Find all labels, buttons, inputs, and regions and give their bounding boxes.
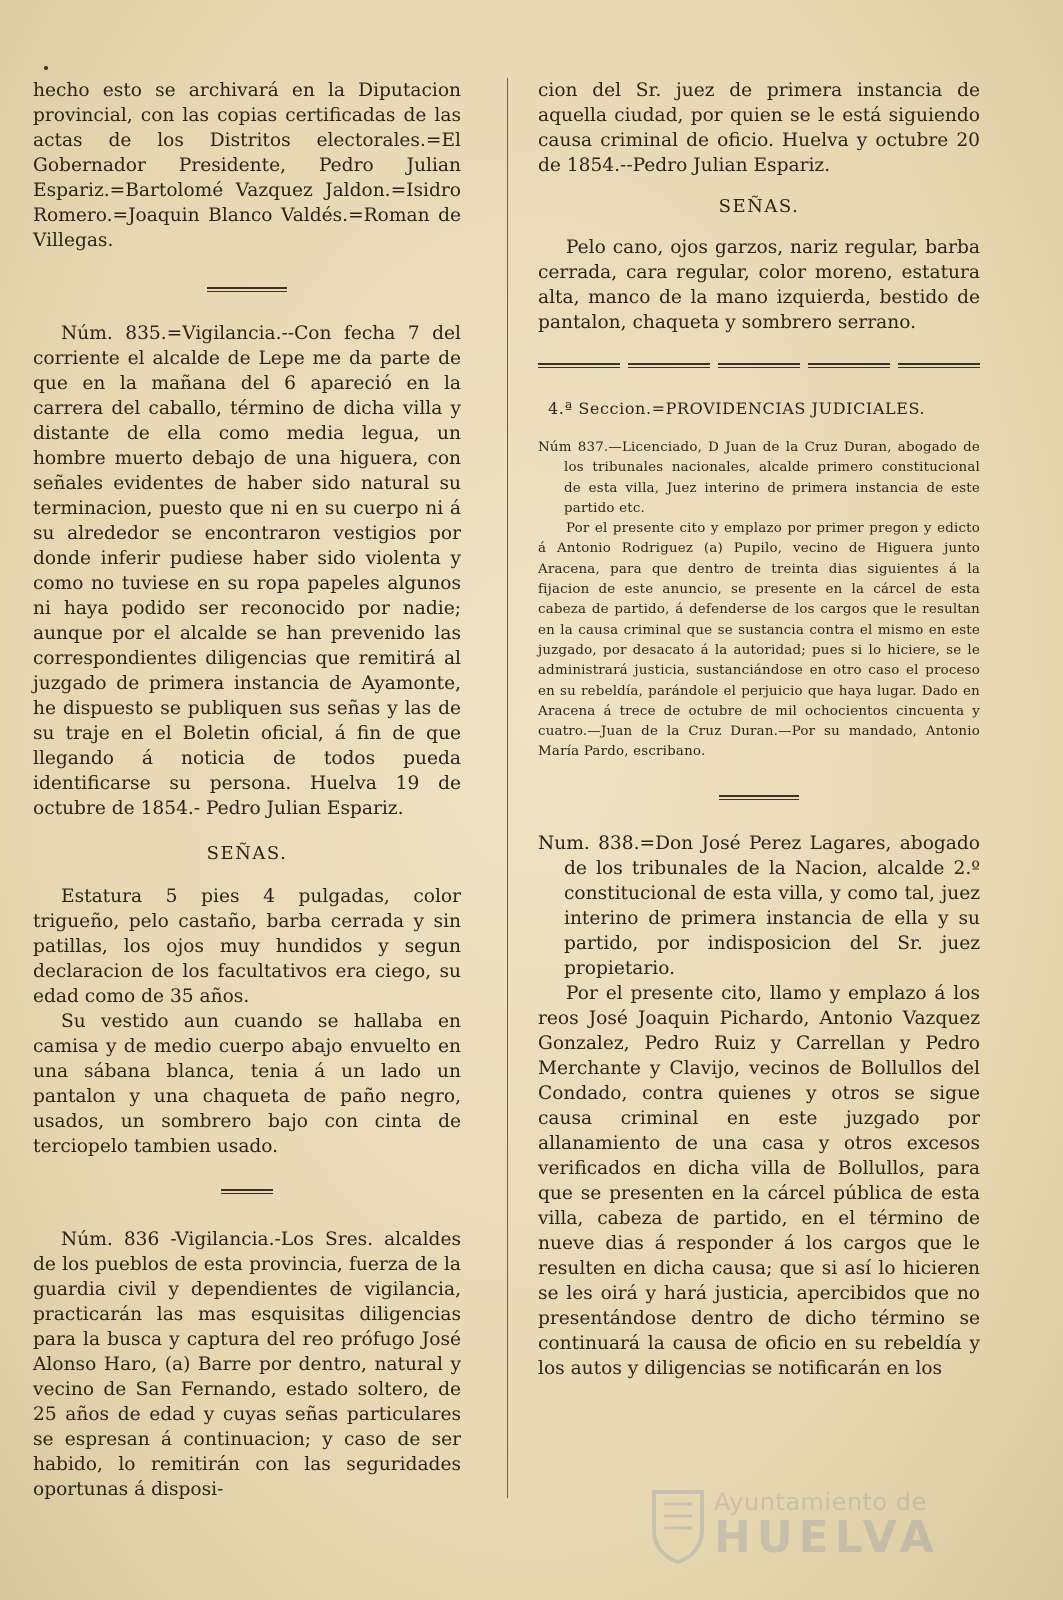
- senas-836: Pelo cano, ojos garzos, nariz regular, barba cerrada, cara regular, color moreno, estatura alta, manco de la mano izquierda, bestido de pantalon, chaqueta y sombrero serrano.: [538, 237, 980, 333]
- separator-rule: [221, 1189, 273, 1195]
- separator-rule: [719, 795, 799, 801]
- clothing-description: Su vestido aun cuando se hallaba en camisa y de medio cuerpo abajo envuelto en una sábana blanca, tenia á un lado un pantalon y una chaqueta de paño negro, usados, un sombrero bajo con cinta de terciopelo tambien usado.: [33, 1011, 461, 1157]
- column-divider: [507, 78, 508, 1498]
- coat-of-arms-icon: [650, 1486, 706, 1564]
- paragraph-continuation: hecho esto se archivará en la Diputacion provincial, con las copias certificadas de las actas de los Distritos electorales.=El Gobernador Presidente, Pedro Julian Espariz.=Bartolomé Vazquez Jaldon.=Isidro Romero.=Joaquin Blanco Valdés.=Roman de Villegas.: [33, 80, 461, 251]
- section-double-rule: [538, 363, 980, 369]
- entry-838-heading: Num. 838.=Don José Perez Lagares, abogado de los tribunales de la Nacion, alcalde 2.º constitucional de esta villa, y como tal, juez interino de primera instancia de ella y su partido, por indisposicion del Sr. juez propietario.: [538, 832, 980, 979]
- watermark-line1: Ayuntamiento de: [714, 1488, 927, 1516]
- archive-watermark: [650, 1480, 1010, 1580]
- entry-836-continuation: cion del Sr. juez de primera instancia de aquella ciudad, por quien se le está siguiendo causa criminal de oficio. Huelva y octubre 20 de 1854.--Pedro Julian Espariz.: [538, 80, 980, 176]
- senas-description: Estatura 5 pies 4 pulgadas, color trigueño, pelo castaño, barba cerrada y sin patillas, los ojos muy hundidos y segun declaracion de los facultativos era ciego, su edad como de 35 años.: [33, 886, 461, 1007]
- entry-838-body: Por el presente cito, llamo y emplazo á los reos José Joaquin Pichardo, Antonio Vazquez Gonzalez, Pedro Ruiz y Carrellan y Pedro Merchante y Clavijo, vecinos de Bollullos del Condado, contra quienes y otros se sigue causa criminal en este juzgado por allanamiento de una casa y otros excesos verificados en dicha villa de Bollullos, para que se presenten en la cárcel pública de esta villa, cabeza de partido, en el término de nueve dias á responder á los cargos que le resulten en dicha causa; que si así lo hicieren se les oirá y hará justicia, apercibidos que no presentándose dentro de dicho término se continuará la causa de oficio en su rebeldía y los autos y diligencias se notificarán en los: [538, 982, 980, 1379]
- entry-837-body: Por el presente cito y emplazo por primer pregon y edicto á Antonio Rodriguez (a) Pupilo, vecino de Higuera junto Aracena, para que dentro de treinta dias siguientes á la fijacion de este anuncio, se presente en la cárcel de esta cabeza de partido, á defenderse de los cargos que le resultan en la causa criminal que se sustancia contra el mismo en este juzgado, por desacato á la autoridad; pues si lo hiciere, se le administrará justicia, sustanciándose en otro caso el proceso en su rebeldía, parándole el perjuicio que haya lugar. Dado en Aracena á trece de octubre de mil ochocientos cincuenta y cuatro.—Juan de la Cruz Duran.—Por su mandado, Antonio María Pardo, escribano.: [538, 521, 980, 760]
- entry-835: Núm. 835.=Vigilancia.--Con fecha 7 del corriente el alcalde de Lepe me da parte de que en la mañana del 6 apareció en la carrera del caballo, término de dicha villa y distante de ella como media legua, un hombre muerto debajo de una higuera, con señales evidentes de haber sido natural su terminacion, puesto que ni en su cuerpo ni á su alrededor se encontraron vestigios por donde inferir pudiese haber sido violenta y como no tuviese en su ropa papeles algunos ni haya podido ser reconocido por nadie; aunque por el alcalde se han prevenido las correspondientes diligencias que remitirá al juzgado de primera instancia de Ayamonte, he dispuesto se publiquen sus señas y las de su traje en el Boletin oficial, á fin de que llegando á noticia de todos pueda identificarse su persona. Huelva 19 de octubre de 1854.- Pedro Julian Espariz.: [33, 323, 461, 819]
- senas-heading: SEÑAS.: [718, 196, 800, 217]
- entry-836: Núm. 836 -Vigilancia.-Los Sres. alcaldes de los pueblos de esta provincia, fuerza de la guardia civil y dependientes de vigilancia, practicarán las mas esquisitas diligencias para la busca y captura del reo prófugo José Alonso Haro, (a) Barre por dentro, natural y vecino de San Fernando, estado soltero, de 25 años de edad y cuyas señas particulares se espresan á continuacion; y caso de ser habido, lo remitirán con las seguridades oportunas á disposi-: [33, 1229, 461, 1500]
- senas-heading: SEÑAS.: [206, 843, 288, 864]
- left-column: [33, 78, 461, 1510]
- separator-rule: [207, 287, 287, 293]
- section-heading: 4.ª Seccion.=PROVIDENCIAS JUDICIALES.: [548, 399, 926, 418]
- watermark-line2: HUELVA: [714, 1512, 940, 1563]
- ink-dot: [44, 66, 48, 70]
- entry-837-heading: Núm 837.—Licenciado, D Juan de la Cruz Duran, abogado de los tribunales nacionales, alcalde primero constitucional de esta villa, Juez interino de primera instancia de este partido etc.: [538, 440, 980, 516]
- right-column: [538, 78, 980, 1510]
